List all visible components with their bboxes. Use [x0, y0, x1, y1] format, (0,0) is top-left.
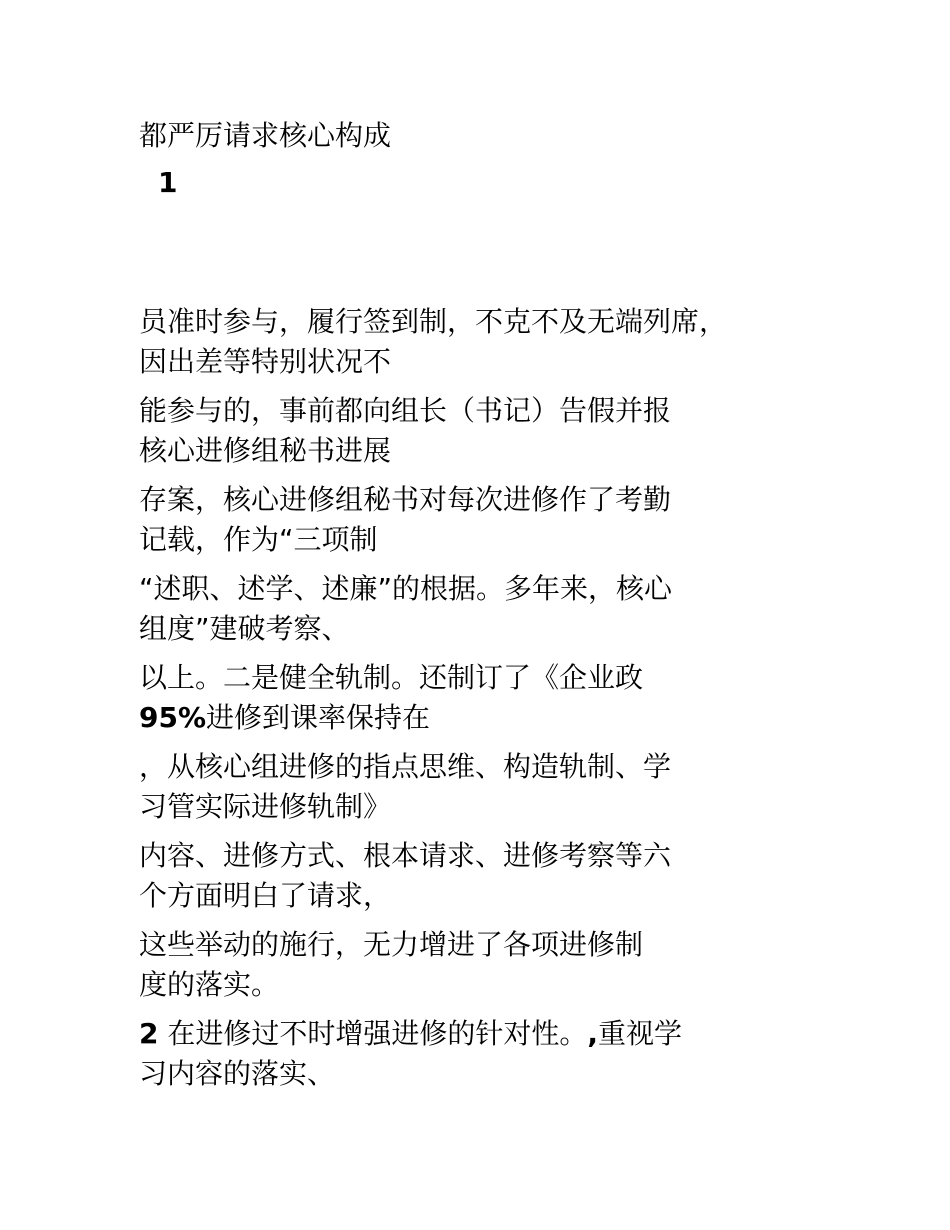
- paragraph-line: [139, 1017, 682, 1051]
- heading-number: 1: [158, 166, 178, 199]
- paragraph-line: 内容、进修方式、根本请求、进修考察等六: [139, 839, 672, 872]
- paragraph-line: 习管实际进修轨制》: [139, 790, 392, 823]
- paragraph-line: 因出差等特别状况不: [139, 345, 392, 378]
- paragraph-line: 以上。二是健全轨制。还制订了《企业政: [139, 661, 644, 694]
- paragraph-line: 存案，核心进修组秘书对每次进修作了考勤: [139, 483, 672, 516]
- paragraph-line: 员准时参与，履行签到制，不克不及无端列席，: [139, 305, 728, 338]
- percent-value: 95%: [139, 701, 207, 734]
- paragraph-line: [139, 701, 430, 735]
- section-number: 2: [139, 1017, 159, 1050]
- paragraph-line: “述职、述学、述廉”的根据。多年来，核心: [139, 572, 673, 605]
- paragraph-line: 习内容的落实、: [139, 1057, 336, 1090]
- paragraph-line: 个方面明白了请求，: [139, 879, 392, 912]
- bold-comma: ,: [587, 1017, 599, 1050]
- paragraph-line: 这些举动的施行，无力增进了各项进修制: [139, 928, 644, 961]
- paragraph-line: 度的落实。: [139, 968, 280, 1001]
- paragraph-line: 能参与的，事前都向组长（书记）告假并报: [139, 394, 672, 427]
- paragraph-line: 记载，作为“三项制: [139, 523, 378, 556]
- paragraph-text: 在进修过不时增强进修的针对性。: [158, 1017, 588, 1050]
- paragraph-line: ，从核心组进修的指点思维、构造轨制、学: [139, 750, 672, 783]
- paragraph-text: 进修到课率保持在: [206, 701, 431, 734]
- paragraph-line: 组度”建破考察、: [139, 612, 350, 645]
- heading-text: 都严厉请求核心构成: [139, 119, 392, 152]
- paragraph-text: 重视学: [598, 1017, 683, 1050]
- paragraph-line: 核心进修组秘书进展: [139, 434, 392, 467]
